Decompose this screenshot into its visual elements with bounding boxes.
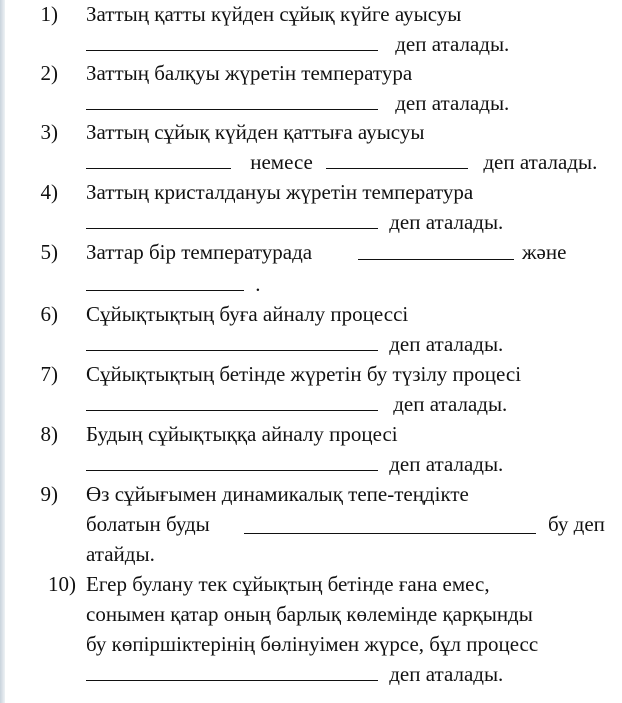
- question-suffix: деп аталады.: [395, 91, 510, 115]
- question-suffix: деп аталады.: [389, 662, 504, 686]
- question-suffix: деп аталады.: [393, 392, 508, 416]
- question-10-line-3: бу көпіршіктерінің бөлінуімен жүрсе, бұл процесс: [86, 632, 539, 656]
- answer-blank-2[interactable]: [86, 289, 244, 291]
- question-period: .: [255, 272, 261, 296]
- question-suffix: деп аталады.: [389, 210, 504, 234]
- answer-blank[interactable]: [86, 409, 378, 411]
- question-text: Заттың кристалдануы жүретін температура: [86, 180, 474, 204]
- question-number: 9): [40, 482, 58, 506]
- answer-blank[interactable]: [86, 679, 378, 681]
- question-text: Будың сұйықтыққа айналу процесі: [86, 422, 398, 446]
- question-10-line-2: сонымен қатар оның барлық көлемінде қарқынды: [86, 602, 533, 626]
- question-suffix: деп аталады.: [483, 150, 598, 174]
- question-number: 1): [40, 2, 58, 26]
- question-suffix: деп аталады.: [389, 452, 504, 476]
- question-1-answer-line: [86, 32, 509, 56]
- question-7-answer-line: [86, 392, 507, 416]
- answer-blank[interactable]: [86, 49, 378, 51]
- answer-blank[interactable]: [86, 108, 378, 110]
- question-text: Заттың сұйық күйден қаттыға ауысуы: [86, 120, 425, 144]
- question-number: 4): [40, 180, 58, 204]
- question-6-answer-line: [86, 332, 503, 356]
- question-9-answer-line: [86, 512, 616, 536]
- question-5-answer-line: [86, 272, 261, 296]
- question-3-answer-line: [86, 150, 597, 174]
- question-suffix: бу деп: [548, 512, 605, 536]
- question-suffix: деп аталады.: [389, 332, 504, 356]
- question-number: 10): [48, 572, 76, 596]
- question-prefix: болатын буды: [86, 512, 210, 536]
- answer-blank-2[interactable]: [326, 167, 468, 169]
- left-page-edge: [0, 0, 5, 703]
- question-text: Заттар бір температурада: [86, 240, 313, 264]
- answer-blank[interactable]: [86, 227, 378, 229]
- question-mid: немесе: [250, 150, 313, 174]
- question-number: 6): [40, 302, 58, 326]
- question-number: 2): [40, 61, 58, 85]
- question-2-answer-line: [86, 91, 509, 115]
- question-number: 5): [40, 240, 58, 264]
- question-8-answer-line: [86, 452, 503, 476]
- question-number: 7): [40, 362, 58, 386]
- question-text: Егер булану тек сұйықтың бетінде ғана емес,: [86, 572, 490, 596]
- answer-blank[interactable]: [86, 349, 378, 351]
- question-text: Өз сұйығымен динамикалық тепе-теңдікте: [86, 482, 469, 506]
- question-10-answer-line: [86, 662, 503, 686]
- question-text: Заттың қатты күйден сұйық күйге ауысуы: [86, 2, 462, 26]
- question-text: Заттың балқуы жүретін температура: [86, 61, 413, 85]
- question-number: 8): [40, 422, 58, 446]
- answer-blank[interactable]: [244, 532, 536, 534]
- question-4-answer-line: [86, 210, 503, 234]
- question-number: 3): [40, 120, 58, 144]
- question-suffix: және: [522, 240, 567, 264]
- question-9-line-3: атайды.: [86, 542, 155, 566]
- answer-blank[interactable]: [86, 167, 231, 169]
- answer-blank[interactable]: [86, 469, 378, 471]
- question-suffix: деп аталады.: [395, 32, 510, 56]
- question-text: Сұйықтықтың бетінде жүретін бу түзілу процесі: [86, 362, 522, 386]
- answer-blank[interactable]: [358, 258, 514, 260]
- question-text: Сұйықтықтың буға айналу процессі: [86, 302, 409, 326]
